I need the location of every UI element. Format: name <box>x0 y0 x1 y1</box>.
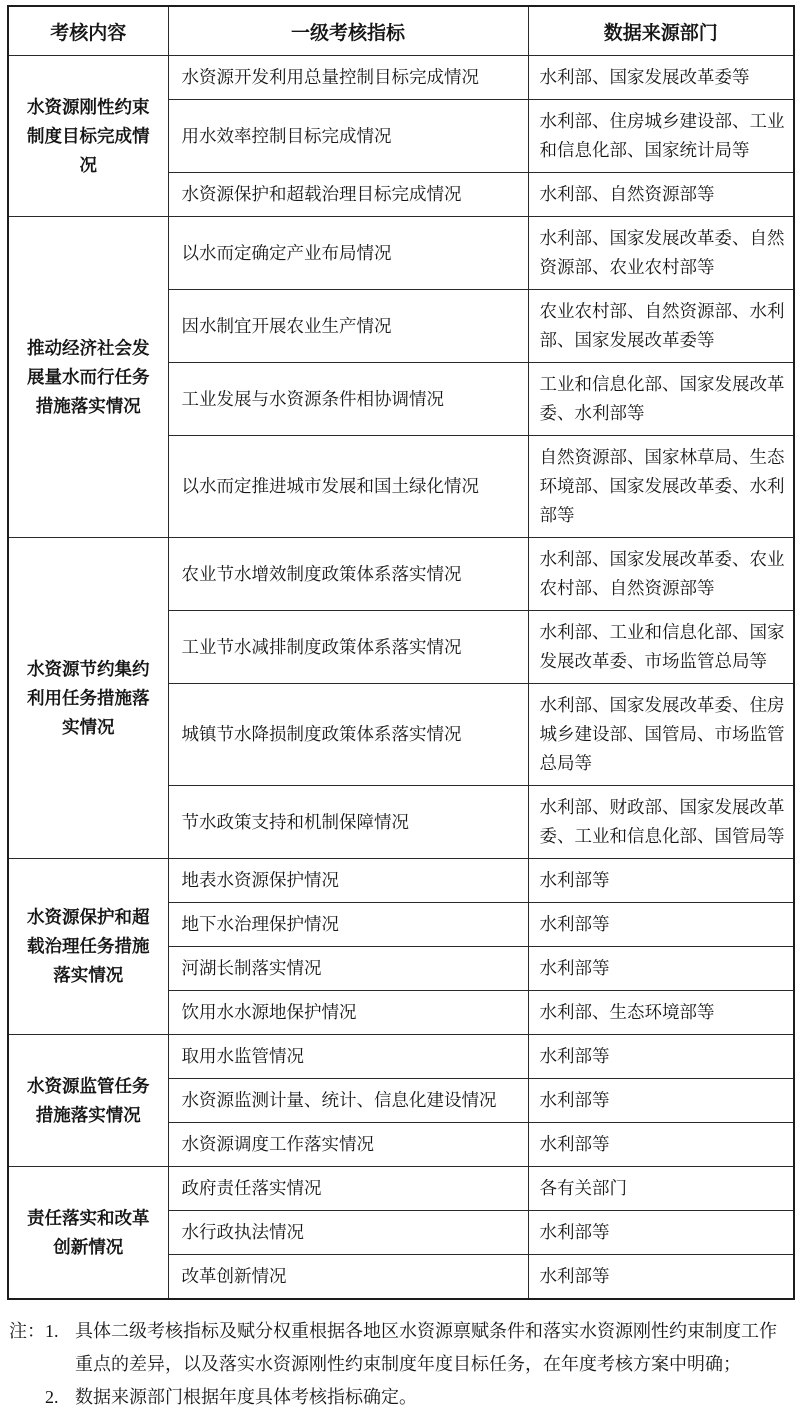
source-cell: 水利部等 <box>528 903 794 947</box>
source-cell: 各有关部门 <box>528 1167 794 1211</box>
table-row <box>8 217 794 290</box>
source-cell: 水利部、住房城乡建设部、工业和信息化部、国家统计局等 <box>528 100 794 173</box>
source-cell: 工业和信息化部、国家发展改革委、水利部等 <box>528 363 794 436</box>
group-cell: 水资源监管任务措施落实情况 <box>8 1035 168 1167</box>
source-cell: 农业农村部、自然资源部、水利部、国家发展改革委等 <box>528 290 794 363</box>
group-cell: 水资源刚性约束制度目标完成情况 <box>8 56 168 217</box>
indicator-cell: 工业发展与水资源条件相协调情况 <box>168 363 528 436</box>
header-row <box>8 6 794 56</box>
group-cell: 责任落实和改革创新情况 <box>8 1167 168 1300</box>
indicator-cell: 河湖长制落实情况 <box>168 947 528 991</box>
assessment-table <box>7 5 795 1300</box>
indicator-cell: 水行政执法情况 <box>168 1211 528 1255</box>
indicator-cell: 水资源开发利用总量控制目标完成情况 <box>168 56 528 100</box>
footnote-item <box>45 1381 792 1414</box>
source-cell: 水利部等 <box>528 1255 794 1300</box>
indicator-cell: 农业节水增效制度政策体系落实情况 <box>168 538 528 611</box>
source-cell: 水利部、财政部、国家发展改革委、工业和信息化部、国管局等 <box>528 786 794 859</box>
source-cell: 水利部、生态环境部等 <box>528 991 794 1035</box>
source-cell: 水利部、国家发展改革委、住房城乡建设部、国管局、市场监管总局等 <box>528 684 794 786</box>
header-cell-indicator: 一级考核指标 <box>168 6 528 56</box>
source-cell: 自然资源部、国家林草局、生态环境部、国家发展改革委、水利部等 <box>528 436 794 538</box>
indicator-cell: 以水而定确定产业布局情况 <box>168 217 528 290</box>
footnote-text: 具体二级考核指标及赋分权重根据各地区水资源禀赋条件和落实水资源刚性约束制度工作重点的差异，以及落实水资源刚性约束制度年度目标任务，在年度考核方案中明确； <box>75 1321 777 1374</box>
source-cell: 水利部、国家发展改革委等 <box>528 56 794 100</box>
source-cell: 水利部等 <box>528 1079 794 1123</box>
indicator-cell: 地表水资源保护情况 <box>168 859 528 903</box>
source-cell: 水利部、国家发展改革委、自然资源部、农业农村部等 <box>528 217 794 290</box>
footnote-label: 注： <box>9 1321 45 1341</box>
footnote-number: 1. <box>45 1321 59 1341</box>
footnotes <box>9 1315 792 1414</box>
header-cell-source: 数据来源部门 <box>528 6 794 56</box>
footnote-number: 2. <box>45 1387 59 1407</box>
group-cell: 水资源保护和超载治理任务措施落实情况 <box>8 859 168 1035</box>
source-cell: 水利部等 <box>528 1211 794 1255</box>
indicator-cell: 用水效率控制目标完成情况 <box>168 100 528 173</box>
footnote-text: 数据来源部门根据年度具体考核指标确定。 <box>75 1387 417 1407</box>
indicator-cell: 以水而定推进城市发展和国土绿化情况 <box>168 436 528 538</box>
source-cell: 水利部等 <box>528 1123 794 1167</box>
indicator-cell: 水资源监测计量、统计、信息化建设情况 <box>168 1079 528 1123</box>
indicator-cell: 水资源保护和超载治理目标完成情况 <box>168 173 528 217</box>
indicator-cell: 城镇节水降损制度政策体系落实情况 <box>168 684 528 786</box>
source-cell: 水利部、工业和信息化部、国家发展改革委、市场监管总局等 <box>528 611 794 684</box>
indicator-cell: 饮用水水源地保护情况 <box>168 991 528 1035</box>
header-cell-content: 考核内容 <box>8 6 168 56</box>
indicator-cell: 政府责任落实情况 <box>168 1167 528 1211</box>
indicator-cell: 地下水治理保护情况 <box>168 903 528 947</box>
table-row <box>8 1167 794 1211</box>
group-cell: 推动经济社会发展量水而行任务措施落实情况 <box>8 217 168 538</box>
indicator-cell: 节水政策支持和机制保障情况 <box>168 786 528 859</box>
source-cell: 水利部等 <box>528 859 794 903</box>
indicator-cell: 改革创新情况 <box>168 1255 528 1300</box>
table-row <box>8 1035 794 1079</box>
indicator-cell: 取用水监管情况 <box>168 1035 528 1079</box>
indicator-cell: 因水制宜开展农业生产情况 <box>168 290 528 363</box>
table-row <box>8 56 794 100</box>
source-cell: 水利部等 <box>528 947 794 991</box>
table-row <box>8 859 794 903</box>
indicator-cell: 水资源调度工作落实情况 <box>168 1123 528 1167</box>
source-cell: 水利部等 <box>528 1035 794 1079</box>
source-cell: 水利部、自然资源部等 <box>528 173 794 217</box>
indicator-cell: 工业节水减排制度政策体系落实情况 <box>168 611 528 684</box>
source-cell: 水利部、国家发展改革委、农业农村部、自然资源部等 <box>528 538 794 611</box>
group-cell: 水资源节约集约利用任务措施落实情况 <box>8 538 168 859</box>
table-row <box>8 538 794 611</box>
